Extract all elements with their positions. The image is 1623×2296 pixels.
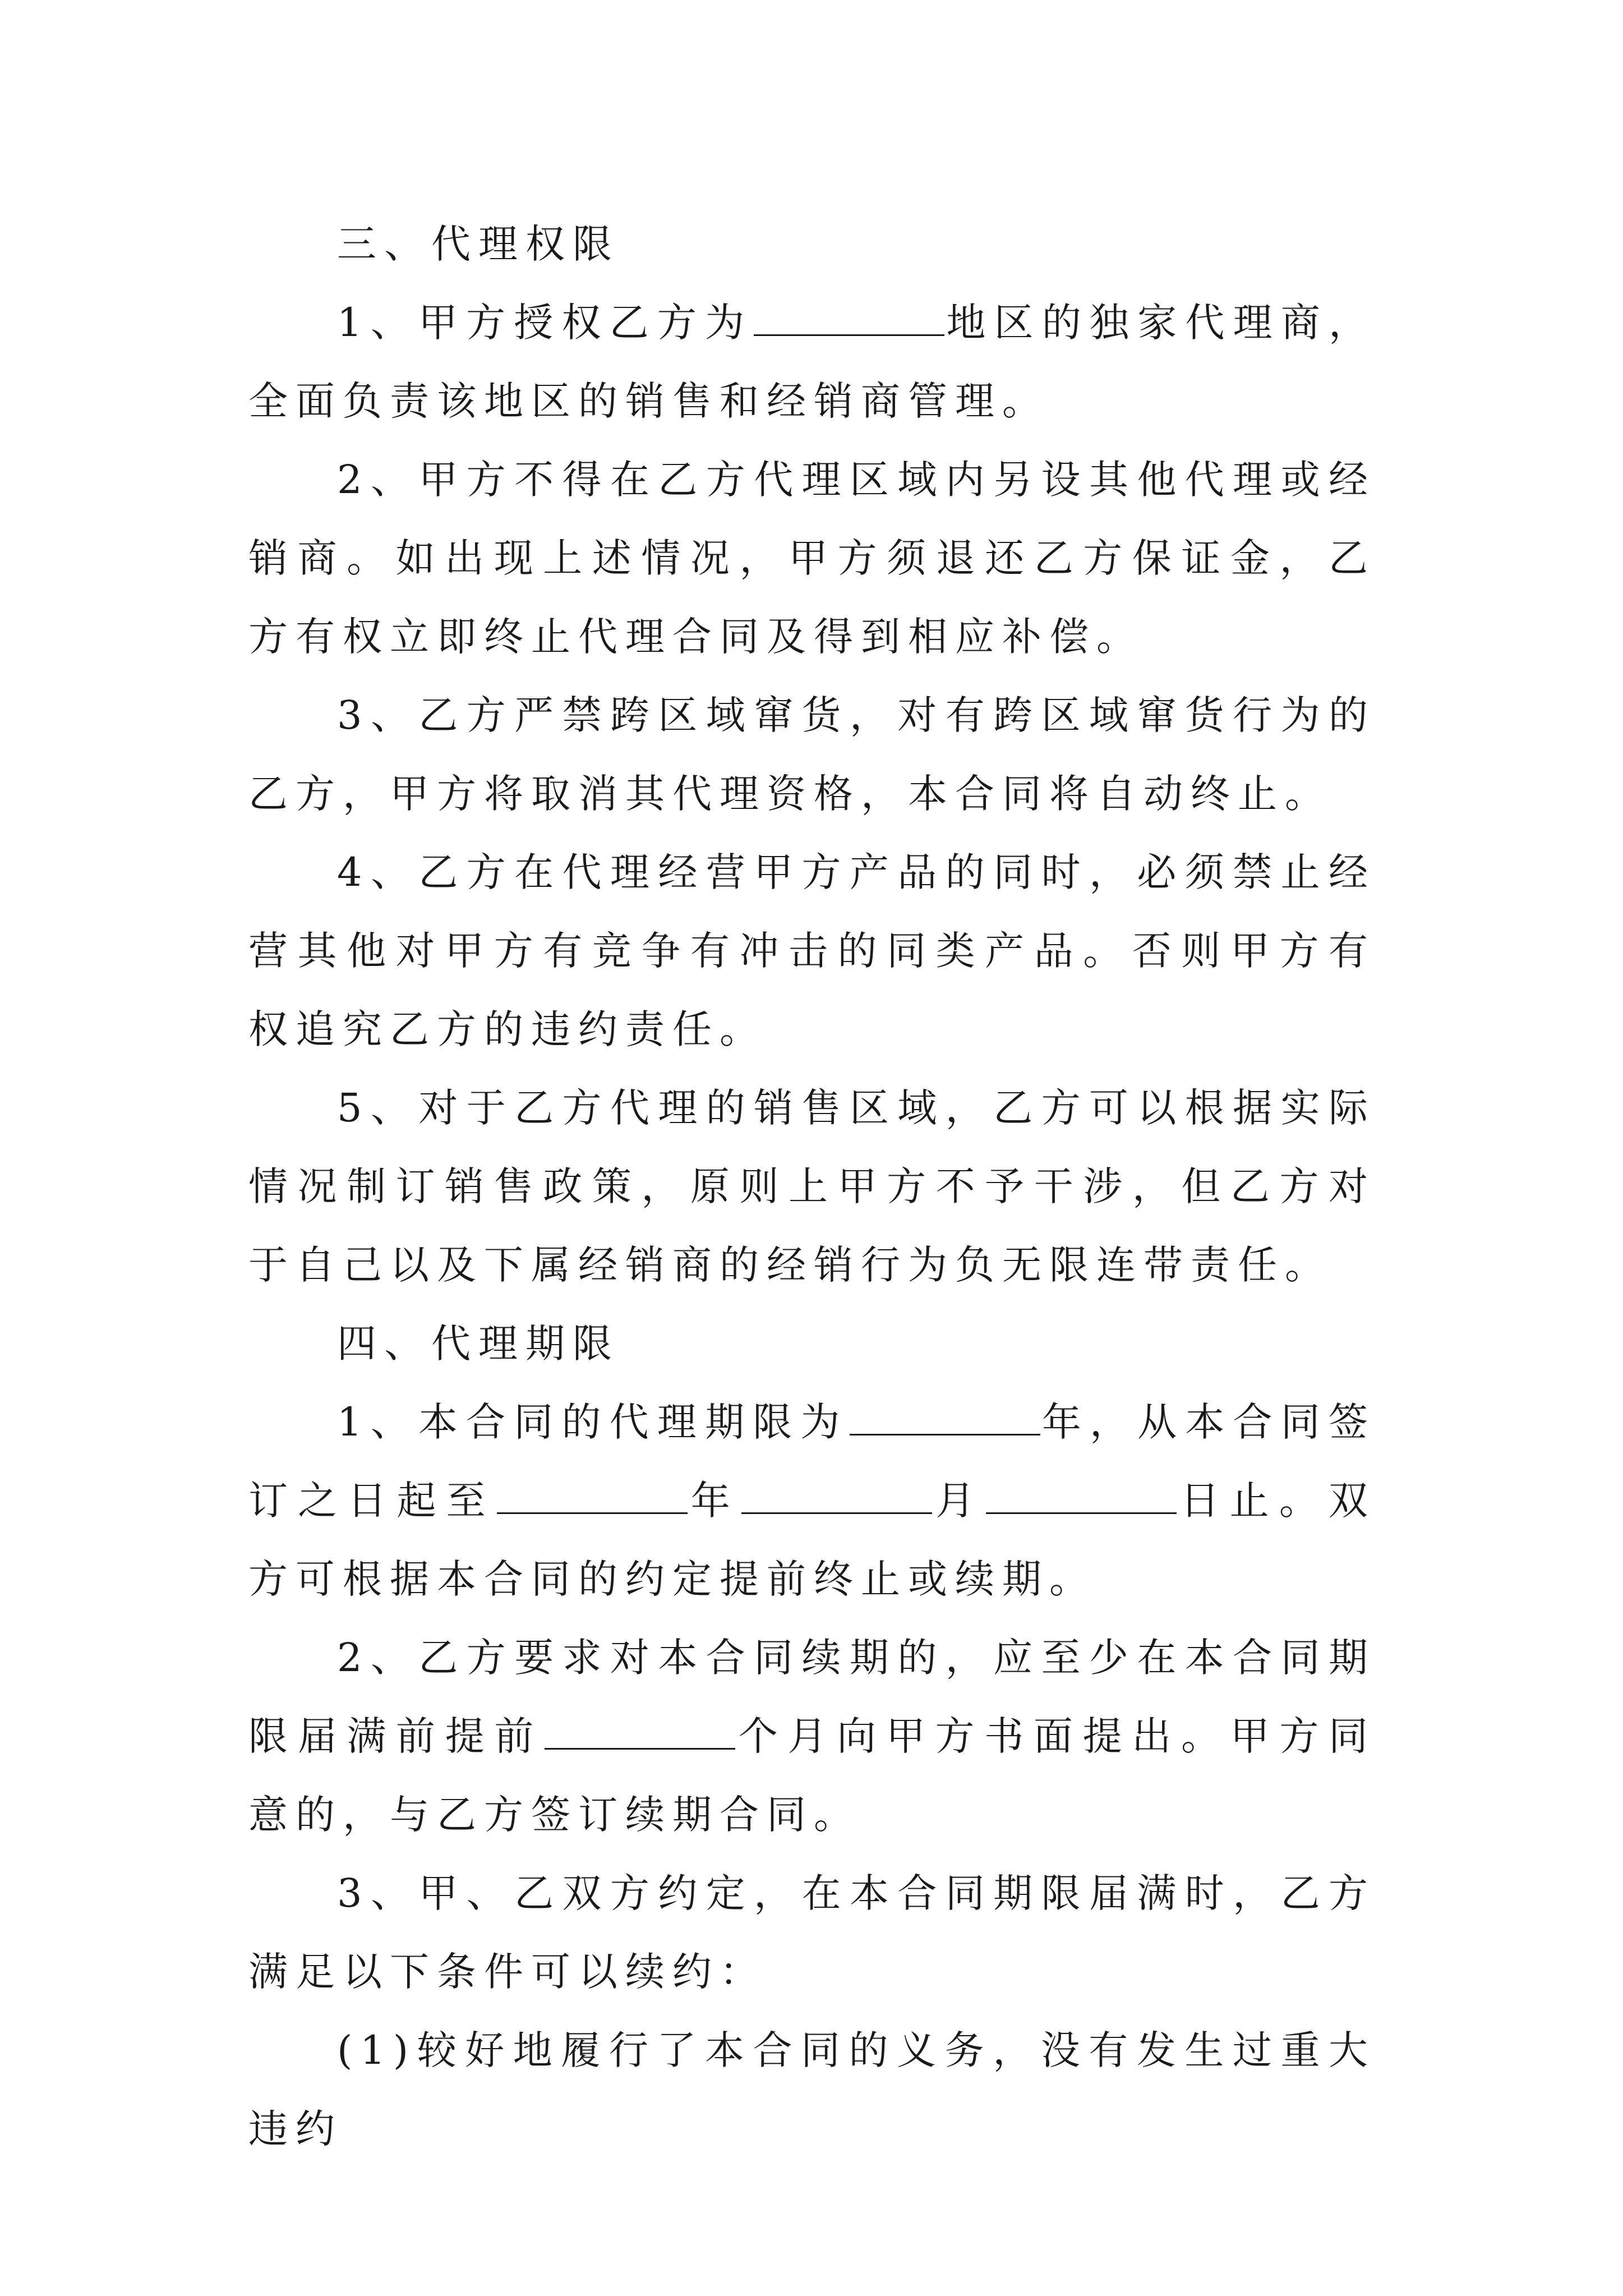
clause-text: 地区的独家代理商，全面负责该地区的销售和经销商管理。 xyxy=(248,300,1376,424)
blank-line-months xyxy=(545,1709,735,1750)
clause-text: 1、甲方授权乙方为 xyxy=(337,300,753,346)
clause-text: 年 xyxy=(688,1478,741,1524)
clause-3-2: 2、甲方不得在乙方代理区域内另设其他代理或经销商。如出现上述情况，甲方须退还乙方保证金，乙方有权立即终止代理合同及得到相应补偿。 xyxy=(248,457,1376,660)
clause-text: 2、乙方要求对本合同续期的，应至少在本合同期限届满前提前 xyxy=(248,1635,1376,1759)
clause-text: 1、本合同的代理期限为 xyxy=(337,1399,849,1445)
clause-3-4: 4、乙方在代理经营甲方产品的同时，必须禁止经营其他对甲方有竞争有冲击的同类产品。否则甲方有权追究乙方的违约责任。 xyxy=(248,849,1376,1052)
clause-3-3: 3、乙方严禁跨区域窜货，对有跨区域窜货行为的乙方，甲方将取消其代理资格，本合同将自动终止。 xyxy=(248,692,1376,817)
clause-4-1 xyxy=(248,1383,1376,1618)
clause-4-3-item-1: (1)较好地履行了本合同的义务，没有发生过重大违约 xyxy=(248,2027,1376,2152)
blank-line-end-year xyxy=(497,1473,688,1514)
section-heading-agency-authority: 三、代理权限 xyxy=(337,221,620,267)
clause-3-1 xyxy=(248,283,1376,440)
blank-line-end-month xyxy=(741,1473,932,1514)
clause-text: 个月向甲方书面提出。甲方同意的，与乙方签订续期合同。 xyxy=(248,1713,1376,1838)
clause-4-3: 3、甲、乙双方约定，在本合同期限届满时，乙方满足以下条件可以续约： xyxy=(248,1870,1376,1995)
document-body xyxy=(248,205,1376,2168)
clause-text: 日止。双方可根据本合同的约定提前终止或续期。 xyxy=(248,1478,1376,1602)
clause-text: 月 xyxy=(933,1478,985,1524)
blank-line-years xyxy=(850,1395,1040,1435)
clause-4-2 xyxy=(248,1618,1376,1854)
blank-line-end-day xyxy=(986,1473,1177,1514)
blank-line-region xyxy=(754,295,944,336)
section-heading-agency-term: 四、代理期限 xyxy=(337,1320,620,1366)
clause-3-5: 5、对于乙方代理的销售区域，乙方可以根据实际情况制订销售政策，原则上甲方不予干涉，但乙方对于自己以及下属经销商的经销行为负无限连带责任。 xyxy=(248,1085,1376,1288)
clause-text: 年，从本合同签订之日起至 xyxy=(248,1399,1376,1524)
